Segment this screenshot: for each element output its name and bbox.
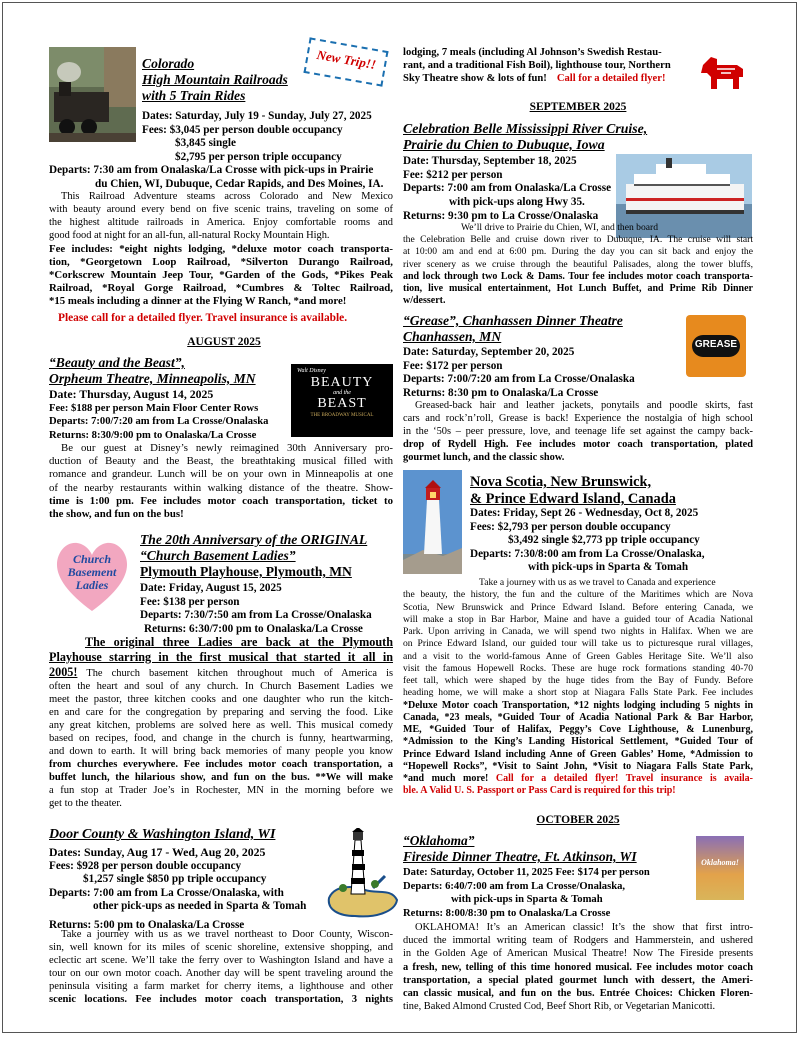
date: Date: Saturday, October 11, 2025 Fee: $174 per person bbox=[403, 867, 650, 878]
body-line: in the ‘50s – peer pressure, love, and teenage life set against the campy back- bbox=[403, 425, 753, 437]
departs-line: with pick-ups along Hwy 35. bbox=[449, 195, 585, 208]
title-line: & Prince Edward Island, Canada bbox=[470, 491, 676, 507]
colorado-includes bbox=[49, 243, 393, 308]
body-line: can classic musical, and fun on the bus. Entrée Choices: Chicken Floren- bbox=[403, 988, 753, 1000]
lead-line: Playhouse starring in the first musical that started it all in bbox=[49, 650, 393, 664]
includes-line: *15 meals including a dinner at the Flying W Ranch, *and more! bbox=[49, 295, 347, 307]
title-line: “Grease”, Chanhassen Dinner Theatre bbox=[403, 313, 623, 328]
body-line: river scenery as we cruise through the beautiful Palisades, along the tower bluffs, bbox=[403, 258, 753, 270]
includes-line: *Corkscrew Mountain Jeep Tour, *Garden of the Gods, *Pikes Peak bbox=[49, 269, 393, 281]
october-header: OCTOBER 2025 bbox=[536, 814, 620, 826]
tail-red: Call for a detailed flyer! Travel insurance is availa- bbox=[488, 773, 753, 784]
body-line: Scotia, New Brunswick and Prince Edward Island. Before entering Canada, we bbox=[403, 601, 753, 613]
oklahoma-body bbox=[403, 921, 753, 1013]
logo-text bbox=[49, 553, 135, 592]
returns: Returns: 8:30/9:00 pm to Onalaska/La Crosse bbox=[49, 429, 257, 441]
grease-logo-text: GREASE bbox=[694, 339, 738, 350]
departs: Departs: 7:30/7:50 am from La Crosse/Onalaska bbox=[140, 609, 372, 621]
title-line: Chanhassen, MN bbox=[403, 329, 502, 344]
title-line: Nova Scotia, New Brunswick, bbox=[470, 474, 652, 490]
body-line: at 10:00 am and end at 6:00 pm. During the day you can sit back and enjoy the bbox=[403, 246, 753, 258]
nova-lighthouse-photo bbox=[403, 470, 462, 574]
departs-line: Departs: 7:00 am from La Crosse/Onalaska, with bbox=[49, 886, 284, 899]
departs-line: with pick-ups in Sparta & Tomah bbox=[528, 561, 689, 573]
logo-word: Ladies bbox=[75, 578, 109, 592]
body-line: a fun stop at Trader Joe’s in Rochester, MN in the morning before we bbox=[49, 785, 393, 796]
body-line: *Admission to the King’s Landing Historical Settlement, *Guided Tour of bbox=[403, 736, 753, 748]
church-lead bbox=[49, 635, 393, 665]
body-line: sin, well known for its miles of scenic shoreline, extensive shopping, and bbox=[49, 942, 393, 953]
oklahoma-poster bbox=[696, 836, 744, 900]
body-line: with beauty around every bend on five scenic trains, traveling on some of bbox=[49, 203, 393, 215]
body-line: “Hopewell Rocks”, *Visit to Saint John, *Visit to Niagara Falls State Park, bbox=[403, 760, 753, 772]
lead-line: The original three Ladies are back at the Plymouth bbox=[85, 635, 393, 649]
train-photo bbox=[49, 47, 136, 142]
body-line: w/dessert. bbox=[403, 295, 446, 307]
body-line: peninsula visiting a farm market for cherry items, a lighthouse and other bbox=[49, 981, 393, 992]
departs: Departs: 7:00/7:20 am from La Crosse/Onalaska bbox=[49, 416, 269, 427]
church-body bbox=[49, 680, 393, 810]
body-line: a fresh, new, telling of this time honored musical. Fee includes motor coach bbox=[403, 961, 753, 973]
body-line: any great kitchen, problems are solved here as well. This musical comedy bbox=[49, 720, 393, 731]
body-line: duced the immortal writing team of Rodgers and Hammerstein, and ushered bbox=[403, 935, 753, 947]
date: Date: Friday, August 15, 2025 bbox=[140, 582, 282, 594]
body-line: Be our guest at Disney’s newly reimagined 30th Anniversary pro- bbox=[61, 442, 393, 454]
title-line: Celebration Belle Mississippi River Cruise, bbox=[403, 121, 648, 136]
poster-title: BEAUTY bbox=[310, 375, 374, 390]
departs-line: with pick-ups in Sparta & Tomah bbox=[451, 894, 603, 905]
grease-logo bbox=[686, 315, 746, 377]
belle-body bbox=[403, 222, 753, 307]
returns: Returns: 8:30 pm to Onalaska/La Crosse bbox=[403, 386, 599, 399]
cont-line bbox=[403, 72, 693, 85]
body-line: duction of Beauty and the Beast, the breathtaking musical filled with bbox=[49, 455, 393, 468]
returns: Returns: 8:00/8:30 pm to Onalaska/La Crosse bbox=[403, 907, 611, 919]
stamp-text: New Trip!! bbox=[315, 46, 378, 73]
september-header: SEPTEMBER 2025 bbox=[529, 101, 627, 113]
body-line: and a visit to the world-famous Anne of Green Gables Heritage Site. We’ll also bbox=[403, 650, 753, 662]
body-line bbox=[403, 773, 753, 785]
body-line: from churches everywhere. Fee includes motor coach transportation, a bbox=[49, 759, 393, 770]
body-line: good food at night for an all-fun, all-natural Rocky Mountain High. bbox=[49, 229, 330, 241]
date: Date: Thursday, September 18, 2025 bbox=[403, 155, 577, 167]
call-text: Call for a detailed flyer! bbox=[556, 73, 666, 85]
title-line: “Beauty and the Beast”, bbox=[49, 355, 185, 370]
body-line: of the nearby restaurants within walking distance of the theatre. Show- bbox=[49, 481, 393, 494]
departs-line: Departs: 7:30 am from Onalaska/La Crosse with pick-ups in Prairie bbox=[49, 164, 374, 176]
fee-line: Fees: $928 per person double occupancy bbox=[49, 859, 242, 872]
poster-title2: BEAST bbox=[317, 396, 367, 411]
nova-title bbox=[470, 474, 676, 508]
cont-text: Sky Theatre show & lots of fun! bbox=[403, 73, 547, 85]
body-line: ME, *Guided Tour of Halifax, Peggy’s Cove Lighthouse, & Lunenburg, bbox=[403, 724, 753, 735]
body-line: Take a journey with us as we travel to Canada and experience bbox=[479, 577, 716, 588]
body-line: in the Golden Age of American Musical Theatre! Now The Fireside presents bbox=[403, 948, 753, 960]
dala-horse bbox=[697, 51, 749, 91]
includes-line: Fee includes: *eight nights lodging, *deluxe motor coach transporta- bbox=[49, 243, 393, 255]
august-header: AUGUST 2025 bbox=[187, 336, 261, 348]
dates: Dates: Saturday, July 19 - Sunday, July 27, 2025 bbox=[142, 110, 372, 122]
belle-details bbox=[403, 155, 643, 224]
body-line: feet tall, which were shaped by the huge tides from the Bay of Fundy. Before bbox=[403, 675, 753, 686]
church-details bbox=[140, 582, 400, 636]
door-lighthouse-map bbox=[325, 828, 399, 920]
body-line: the Celebration Belle and cruise down river to Dubuque, IA. The cruise will start bbox=[403, 234, 753, 246]
lead-tail-text: The church basement kitchen throughout much of America is bbox=[77, 668, 393, 679]
fee-line: $3,845 single bbox=[175, 137, 236, 149]
body-line: the highest altitude railroads in America. Enjoy comfortable rooms and bbox=[49, 216, 393, 228]
grease-body bbox=[403, 400, 753, 465]
title-line: Fireside Dinner Theatre, Ft. Atkinson, WI bbox=[403, 849, 637, 864]
body-line: Canada, *23 meals, *Guided Tour of Acadia National Park & Bar Harbor, bbox=[403, 711, 753, 723]
nova-details bbox=[470, 507, 755, 575]
poster-and: and the bbox=[333, 390, 351, 396]
fee: Fee: $138 per person bbox=[140, 595, 240, 608]
church-lead-tail-line bbox=[49, 666, 393, 681]
body-line: OKLAHOMA! It’s an American classic! It’s the show that first intro- bbox=[415, 922, 753, 933]
body-line: ble. A Valid U. S. Passport or Pass Card is required for this trip! bbox=[403, 785, 676, 797]
colorado-body bbox=[49, 191, 393, 243]
dates: Dates: Friday, Sept 26 - Wednesday, Oct 8, 2025 bbox=[470, 507, 699, 519]
dates: Dates: Sunday, Aug 17 - Wed, Aug 20, 2025 bbox=[49, 845, 266, 859]
poster-sub: THE BROADWAY MUSICAL bbox=[310, 413, 374, 418]
door-title: Door County & Washington Island, WI bbox=[49, 827, 276, 842]
body-line: drop of Rydell High. Fee includes motor coach transportation, plated bbox=[403, 438, 753, 450]
fee-line: Fees: $3,045 per person double occupancy bbox=[142, 123, 343, 136]
church-title bbox=[140, 532, 367, 580]
beauty-body bbox=[49, 442, 393, 521]
title-line: “Oklahoma” bbox=[403, 833, 475, 848]
body-line: This Railroad Adventure steams across Colorado and New Mexico bbox=[61, 191, 393, 202]
date: Date: Saturday, September 20, 2025 bbox=[403, 346, 575, 358]
departs-line: Departs: 7:00 am from Onalaska/La Crosse bbox=[403, 182, 612, 194]
title-line: Colorado bbox=[142, 56, 195, 71]
body-line: Greased-back hair and leather jackets, ponytails and poodle skirts, fast bbox=[415, 400, 753, 411]
fee-line: $2,795 per person triple occupancy bbox=[175, 150, 342, 163]
grease-details bbox=[403, 346, 683, 400]
body-line: Take a journey with us as we travel northeast to Door County, Wiscon- bbox=[61, 929, 393, 940]
fee: Fee: $188 per person Main Floor Center Rows bbox=[49, 402, 259, 414]
title-line: Plymouth Playhouse, Plymouth, MN bbox=[140, 564, 352, 579]
body-line: tour on our own motor coach. Another day will be spent traveling around the bbox=[49, 968, 393, 979]
returns: Returns: 6:30/7:00 pm to Onalaska/La Crosse bbox=[144, 622, 363, 635]
body-line: en and care for the congregation by preparing and serving the food. Like bbox=[49, 707, 393, 718]
body-line: Park. Upon arriving in Canada, we will spend two nights in Halifax. When we are bbox=[403, 626, 753, 637]
title-line: High Mountain Railroads bbox=[142, 72, 288, 87]
colorado-title bbox=[142, 56, 288, 104]
door-continued bbox=[403, 46, 693, 86]
returns: Returns: 9:30 pm to La Crosse/Onalaska bbox=[403, 210, 599, 222]
door-details bbox=[49, 846, 349, 932]
lead-year: 2005! bbox=[49, 665, 78, 679]
colorado-departs bbox=[49, 164, 399, 191]
body-line: scenic locations. Fee includes motor coach transportation, 3 nights bbox=[49, 994, 393, 1005]
body-line: cars and rock’n’roll, Grease is back! Experience the nostalgia of high school bbox=[403, 412, 753, 424]
body-line: *Deluxe Motor coach Transportation, *12 nights lodging including 5 nights in bbox=[403, 699, 753, 711]
body-line: transportation, a special plated gourmet lunch with dessert, the Ameri- bbox=[403, 974, 753, 986]
colorado-call: Please call for a detailed flyer. Travel insurance is available. bbox=[58, 312, 348, 324]
door-body bbox=[49, 928, 393, 1006]
body-line: Prince Edward Island including Anne of Green Gables’ Home, *Admission to bbox=[403, 748, 753, 760]
body-line: time is 1:00 pm. Fee includes motor coach transportation, ticket to bbox=[49, 494, 393, 507]
fee-line: $1,257 single $850 pp triple occupancy bbox=[83, 873, 267, 885]
departs-line: other pick-ups as needed in Sparta & Tomah bbox=[93, 900, 307, 912]
includes-line: Railroad, *Royal Gorge Railroad, *Cumbres & Toltec Railroad, bbox=[49, 282, 393, 294]
body-line: gourmet lunch, and the classic show. bbox=[403, 451, 565, 463]
departs-line: Departs: 6:40/7:00 am from La Crosse/Onalaska, bbox=[403, 880, 626, 892]
body-line: visit the famous Hopewell Rocks. These are huge rock formations standing 40-70 bbox=[403, 662, 753, 674]
body-line: buffet lunch, the hilarious show, and fun on the bus. **We will make bbox=[49, 772, 393, 783]
title-line: “Church Basement Ladies” bbox=[140, 548, 296, 563]
includes-line: tion, *Georgetown Loop Railroad, *Silverton Durango Railroad, bbox=[49, 256, 393, 268]
poster-title: Oklahoma! bbox=[701, 858, 739, 867]
beauty-title bbox=[49, 355, 256, 387]
body-line: romance and grandeur. Lunch will be on your own in Minneapolis at one bbox=[49, 468, 393, 481]
beauty-details bbox=[49, 388, 289, 442]
grease-title bbox=[403, 313, 623, 345]
title-line: Orpheum Theatre, Minneapolis, MN bbox=[49, 371, 256, 386]
cont-line: rant, and a traditional Fish Boil), lighthouse tour, Northern bbox=[403, 60, 671, 72]
body-line: based on recipes, food, and change in the church is funny, heartwarming, bbox=[49, 733, 393, 744]
body-line: We’ll drive to Prairie du Chien, WI, and then board bbox=[461, 222, 658, 233]
nova-body bbox=[403, 577, 753, 798]
body-line: the show, and fun on the bus! bbox=[49, 508, 184, 521]
body-line: often the heart and soul of any church. In Church Basement Ladies we bbox=[49, 681, 393, 692]
fee-line: $3,492 single $2,773 pp triple occupancy bbox=[508, 534, 700, 546]
church-logo bbox=[49, 537, 135, 615]
beauty-poster bbox=[291, 364, 393, 437]
body-line: on Prince Edward Island, our guided tour will take us to picturesque rural villages, bbox=[403, 638, 753, 650]
body-line: tine, Baked Almond Crusted Cod, Beef Short Rib, or Vegetarian Manicotti. bbox=[403, 1001, 716, 1013]
oklahoma-title bbox=[403, 833, 637, 865]
body-line: and down to earth. It will bring back memories of many people you know bbox=[49, 746, 393, 757]
cont-line: lodging, 7 meals (including Al Johnson’s Swedish Restau- bbox=[403, 47, 662, 58]
fee-line: Fees: $2,793 per person double occupancy bbox=[470, 520, 671, 533]
body-line: will make a stop in Bar Harbor, Maine and have a guided tour of Acadia National bbox=[403, 613, 753, 625]
body-line: eclectic art scene. We’ll take the ferry over to Washington Island and have a bbox=[49, 955, 393, 966]
belle-title bbox=[403, 121, 647, 153]
title-line: Prairie du Chien to Dubuque, Iowa bbox=[403, 137, 605, 152]
body-line: meet the pastor, three kitchen cooks and one daughter who run the kitch- bbox=[49, 694, 393, 705]
lead-tail bbox=[49, 666, 393, 681]
logo-word: Church bbox=[72, 552, 112, 566]
body-line: the beauty, the history, the fun and the culture of the Maritimes which are Nova bbox=[403, 589, 753, 601]
date: Date: Thursday, August 14, 2025 bbox=[49, 387, 214, 401]
poster-small: Walt Disney bbox=[297, 368, 326, 374]
fee: Fee: $212 per person bbox=[403, 168, 503, 181]
departs-line: Departs: 7:30/8:00 am from La Crosse/Onalaska, bbox=[470, 547, 705, 560]
colorado-details bbox=[142, 110, 400, 164]
body-line: tion, live musical entertainment, Hot Lunch Buffet, and Prime Rib Dinner bbox=[403, 283, 753, 295]
body-line: heading home, we will make a short stop at Niagara Falls State Park. Fee includes bbox=[403, 687, 753, 699]
title-line: with 5 Train Rides bbox=[142, 88, 246, 103]
body-line: get to the theater. bbox=[49, 798, 122, 809]
logo-word: Basement bbox=[67, 565, 117, 579]
oklahoma-details bbox=[403, 866, 703, 920]
departs-line: du Chien, WI, Dubuque, Cedar Rapids, and Des Moines, IA. bbox=[95, 177, 384, 190]
body-line: and lock through two Lock & Dams. Tour fee includes motor coach transporta- bbox=[403, 270, 753, 282]
title-line: The 20th Anniversary of the ORIGINAL bbox=[140, 532, 368, 547]
fee: Fee: $172 per person bbox=[403, 359, 503, 372]
tail-black: *and much more! bbox=[403, 773, 489, 784]
departs: Departs: 7:00/7:20 am from La Crosse/Onalaska bbox=[403, 373, 635, 385]
returns: Returns: 5:00 pm to Onalaska/La Crosse bbox=[49, 918, 245, 931]
